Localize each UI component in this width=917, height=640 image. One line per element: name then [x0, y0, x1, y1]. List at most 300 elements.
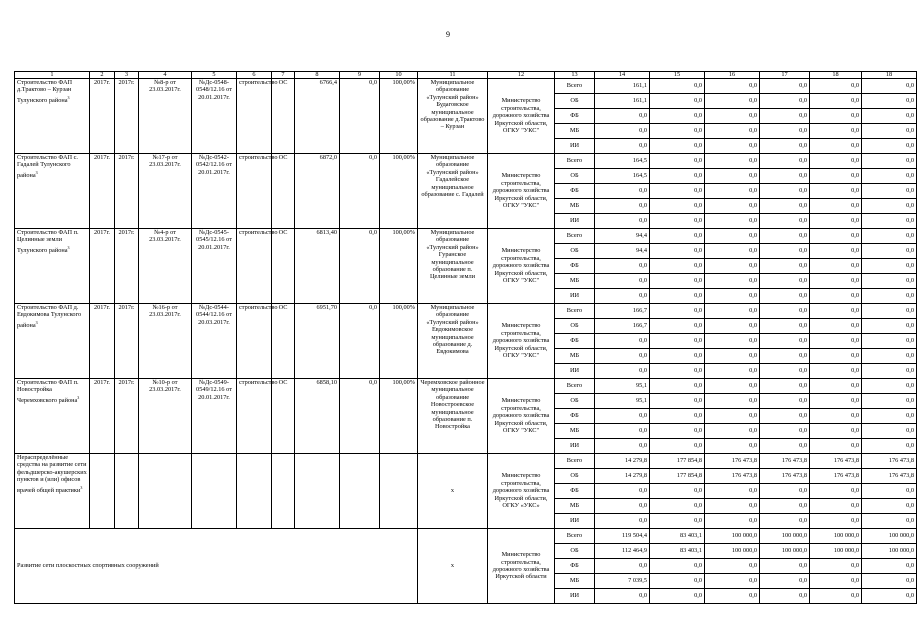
- funding-source: ОБ: [555, 94, 595, 109]
- amount-cell: 0,0: [650, 409, 705, 424]
- amount-cell: 0,0: [760, 574, 810, 589]
- empty-cell: [295, 454, 340, 529]
- amount-cell: 0,0: [862, 184, 917, 199]
- amount-cell: 0,0: [760, 124, 810, 139]
- funding-source: ОБ: [555, 169, 595, 184]
- amount-cell: 0,0: [862, 289, 917, 304]
- object-name-text: Строительство ФАП с. Гадалей Тулунского района: [17, 154, 78, 179]
- amount-cell: 0,0: [595, 214, 650, 229]
- amount-cell: 0,0: [650, 394, 705, 409]
- header-cell: 10: [380, 72, 418, 79]
- amount-cell: 119 504,4: [595, 529, 650, 544]
- funding-source: ФБ: [555, 109, 595, 124]
- amount-cell: 0,0: [650, 304, 705, 319]
- amount-cell: 0,0: [705, 379, 760, 394]
- empty-cell: [272, 454, 295, 529]
- amount-cell: 0,0: [595, 409, 650, 424]
- amount-cell: 100 000,0: [705, 544, 760, 559]
- cell-c9: 0,0: [340, 304, 380, 379]
- table-row: [15, 154, 917, 169]
- empty-cell: [90, 454, 115, 529]
- cell-c3: 2017г.: [115, 229, 139, 304]
- amount-cell: 0,0: [810, 109, 862, 124]
- funding-source: ИИ: [555, 139, 595, 154]
- amount-cell: 0,0: [862, 79, 917, 94]
- amount-cell: 0,0: [760, 499, 810, 514]
- amount-cell: 0,0: [760, 214, 810, 229]
- amount-cell: 0,0: [760, 319, 810, 334]
- cell-c10: 100,00%: [380, 304, 418, 379]
- amount-cell: 0,0: [650, 94, 705, 109]
- amount-cell: 0,0: [862, 304, 917, 319]
- amount-cell: 0,0: [705, 184, 760, 199]
- amount-cell: 0,0: [810, 559, 862, 574]
- amount-cell: 100 000,0: [862, 544, 917, 559]
- amount-cell: 94,4: [595, 244, 650, 259]
- empty-cell: [192, 454, 237, 529]
- amount-cell: 0,0: [595, 289, 650, 304]
- cell-c8: 6872,0: [295, 154, 340, 229]
- object-name: [15, 454, 90, 529]
- amount-cell: 176 473,8: [760, 469, 810, 484]
- amount-cell: 0,0: [862, 394, 917, 409]
- object-name-text: Строительство ФАП д. Евдокимова Тулунского района: [17, 304, 82, 329]
- header-cell: 3: [115, 72, 139, 79]
- funding-source: ИИ: [555, 589, 595, 604]
- amount-cell: 0,0: [650, 559, 705, 574]
- amount-cell: 0,0: [810, 334, 862, 349]
- amount-cell: 176 473,8: [862, 469, 917, 484]
- amount-cell: 0,0: [760, 364, 810, 379]
- amount-cell: 0,0: [705, 124, 760, 139]
- object-name-text: Нераспределённые средства на развитие сети фельдшерско-акушерских пунктов и (или) офисов врачей общей практики: [17, 454, 87, 494]
- amount-cell: 0,0: [760, 589, 810, 604]
- amount-cell: 0,0: [760, 514, 810, 529]
- amount-cell: 0,0: [650, 259, 705, 274]
- object-name-text: Строительство ФАП д.Трактово – Курзан Тулунского района: [17, 79, 73, 104]
- amount-cell: 0,0: [650, 79, 705, 94]
- amount-cell: 0,0: [705, 559, 760, 574]
- amount-cell: 0,0: [810, 169, 862, 184]
- amount-cell: 177 854,8: [650, 469, 705, 484]
- amount-cell: 0,0: [705, 199, 760, 214]
- cell-c4: №10-р от 23.03.2017г.: [139, 379, 192, 454]
- object-name-text: Строительство ФАП п. Новостройка Черемховского района: [17, 379, 79, 404]
- amount-cell: 176 473,8: [705, 469, 760, 484]
- funding-source: ИИ: [555, 214, 595, 229]
- cell-c4: №17-р от 23.03.2017г.: [139, 154, 192, 229]
- amount-cell: 0,0: [862, 259, 917, 274]
- amount-cell: 0,0: [595, 499, 650, 514]
- amount-cell: 0,0: [862, 229, 917, 244]
- funding-source: ОБ: [555, 544, 595, 559]
- amount-cell: 0,0: [862, 424, 917, 439]
- amount-cell: 0,0: [760, 439, 810, 454]
- cell-c5: №Дс-0542-0542/12.16 от 20.01.2017г.: [192, 154, 237, 229]
- amount-cell: 0,0: [595, 124, 650, 139]
- municipality: Муниципальное образование «Тулунский район» Евдокимовское муниципальное образование д. Евдокимова: [418, 304, 488, 379]
- amount-cell: 0,0: [810, 364, 862, 379]
- cell-c8: 6951,70: [295, 304, 340, 379]
- amount-cell: 0,0: [705, 499, 760, 514]
- amount-cell: 0,0: [862, 499, 917, 514]
- amount-cell: 176 473,8: [705, 454, 760, 469]
- amount-cell: 0,0: [810, 244, 862, 259]
- empty-cell: [380, 454, 418, 529]
- amount-cell: 0,0: [810, 79, 862, 94]
- amount-cell: 0,0: [810, 274, 862, 289]
- header-cell: 15: [650, 72, 705, 79]
- amount-cell: 0,0: [705, 109, 760, 124]
- amount-cell: 0,0: [650, 169, 705, 184]
- municipality: Черемховское районное муниципальное образование Новостроевское муниципальное образование п. Новостройка: [418, 379, 488, 454]
- object-name-text: Строительство ФАП п. Целинные земли Тулунского района: [17, 229, 79, 254]
- amount-cell: 0,0: [862, 109, 917, 124]
- amount-cell: 0,0: [760, 334, 810, 349]
- amount-cell: 0,0: [760, 259, 810, 274]
- table-row: [15, 529, 917, 544]
- executor: Министерство строительства, дорожного хозяйства Иркутской области, ОГКУ "УКС": [488, 229, 555, 304]
- amount-cell: 0,0: [650, 484, 705, 499]
- amount-cell: 164,5: [595, 169, 650, 184]
- cell-c5: №Дс-0548-0548/12.16 от 20.01.2017г.: [192, 79, 237, 154]
- municipality: х: [418, 454, 488, 529]
- amount-cell: 0,0: [650, 274, 705, 289]
- amount-cell: 0,0: [810, 214, 862, 229]
- cell-c8: 6813,40: [295, 229, 340, 304]
- amount-cell: 0,0: [862, 274, 917, 289]
- page-number: 9: [446, 30, 450, 39]
- amount-cell: 0,0: [760, 154, 810, 169]
- funding-source: ИИ: [555, 439, 595, 454]
- amount-cell: 95,1: [595, 379, 650, 394]
- funding-source: ФБ: [555, 559, 595, 574]
- amount-cell: 176 473,8: [810, 469, 862, 484]
- amount-cell: 0,0: [810, 409, 862, 424]
- budget-table: [14, 71, 917, 604]
- amount-cell: 161,1: [595, 94, 650, 109]
- header-cell: 13: [555, 72, 595, 79]
- amount-cell: 0,0: [862, 559, 917, 574]
- amount-cell: 0,0: [650, 424, 705, 439]
- funding-source: ИИ: [555, 289, 595, 304]
- amount-cell: 0,0: [650, 334, 705, 349]
- amount-cell: 0,0: [650, 109, 705, 124]
- amount-cell: 0,0: [705, 409, 760, 424]
- amount-cell: 0,0: [760, 199, 810, 214]
- cell-c2: 2017г.: [90, 229, 115, 304]
- empty-cell: [237, 454, 272, 529]
- header-cell: 16: [705, 72, 760, 79]
- amount-cell: 0,0: [810, 289, 862, 304]
- amount-cell: 0,0: [810, 199, 862, 214]
- amount-cell: 14 279,8: [595, 454, 650, 469]
- amount-cell: 0,0: [650, 139, 705, 154]
- table-row: [15, 229, 917, 244]
- amount-cell: 7 039,5: [595, 574, 650, 589]
- executor: Министерство строительства, дорожного хозяйства Иркутской области, ОГКУ «УКС»: [488, 454, 555, 529]
- cell-c2: 2017г.: [90, 79, 115, 154]
- amount-cell: 0,0: [595, 514, 650, 529]
- amount-cell: 0,0: [810, 319, 862, 334]
- amount-cell: 0,0: [760, 139, 810, 154]
- cell-c5: №Дс-0545-0545/12.16 от 20.01.2017г.: [192, 229, 237, 304]
- header-cell: 6: [237, 72, 272, 79]
- amount-cell: 0,0: [760, 379, 810, 394]
- amount-cell: 0,0: [650, 154, 705, 169]
- funding-source: МБ: [555, 424, 595, 439]
- amount-cell: 0,0: [810, 349, 862, 364]
- amount-cell: 0,0: [810, 424, 862, 439]
- amount-cell: 0,0: [650, 229, 705, 244]
- funding-source: ИИ: [555, 364, 595, 379]
- executor: Министерство строительства, дорожного хозяйства Иркутской области: [488, 529, 555, 604]
- funding-source: МБ: [555, 574, 595, 589]
- amount-cell: 0,0: [862, 409, 917, 424]
- funding-source: Всего: [555, 79, 595, 94]
- amount-cell: 161,1: [595, 79, 650, 94]
- amount-cell: 0,0: [810, 154, 862, 169]
- funding-source: ОБ: [555, 469, 595, 484]
- cell-c6: строительство: [237, 229, 272, 304]
- amount-cell: 0,0: [810, 379, 862, 394]
- cell-c6: строительство: [237, 79, 272, 154]
- amount-cell: 0,0: [810, 94, 862, 109]
- amount-cell: 0,0: [862, 319, 917, 334]
- amount-cell: 0,0: [760, 229, 810, 244]
- cell-c10: 100,00%: [380, 379, 418, 454]
- municipality: Муниципальное образование «Тулунский район» Будаговское муниципальное образование д.Трактово – Курзан: [418, 79, 488, 154]
- object-name: [15, 304, 90, 379]
- amount-cell: 100 000,0: [760, 529, 810, 544]
- header-cell: 18: [810, 72, 862, 79]
- cell-c6: строительство: [237, 154, 272, 229]
- cell-c5: №Дс-0549-0549/12.16 от 20.01.2017г.: [192, 379, 237, 454]
- amount-cell: 177 854,8: [650, 454, 705, 469]
- amount-cell: 0,0: [595, 109, 650, 124]
- object-name: [15, 379, 90, 454]
- municipality: Муниципальное образование «Тулунский район» Гуранское муниципальное образование п. Целинные земли: [418, 229, 488, 304]
- funding-source: МБ: [555, 349, 595, 364]
- amount-cell: 0,0: [595, 589, 650, 604]
- cell-c7: ОС: [272, 304, 295, 379]
- amount-cell: 0,0: [705, 154, 760, 169]
- amount-cell: 0,0: [760, 94, 810, 109]
- funding-source: ФБ: [555, 484, 595, 499]
- object-name: Развитие сети плоскостных спортивных сооружений: [15, 529, 418, 604]
- amount-cell: 0,0: [705, 139, 760, 154]
- amount-cell: 0,0: [650, 319, 705, 334]
- funding-source: ФБ: [555, 184, 595, 199]
- object-name: [15, 79, 90, 154]
- amount-cell: 0,0: [862, 199, 917, 214]
- cell-c7: ОС: [272, 229, 295, 304]
- amount-cell: 0,0: [760, 349, 810, 364]
- amount-cell: 0,0: [760, 484, 810, 499]
- funding-source: ФБ: [555, 409, 595, 424]
- amount-cell: 0,0: [705, 349, 760, 364]
- amount-cell: 94,4: [595, 229, 650, 244]
- amount-cell: 0,0: [705, 94, 760, 109]
- cell-c6: строительство: [237, 379, 272, 454]
- funding-source: ИИ: [555, 514, 595, 529]
- amount-cell: 0,0: [595, 199, 650, 214]
- amount-cell: 0,0: [650, 514, 705, 529]
- header-cell: 8: [295, 72, 340, 79]
- amount-cell: 0,0: [862, 214, 917, 229]
- cell-c9: 0,0: [340, 154, 380, 229]
- amount-cell: 0,0: [595, 274, 650, 289]
- footnote-mark: 3: [35, 169, 38, 175]
- amount-cell: 0,0: [862, 94, 917, 109]
- amount-cell: 0,0: [810, 499, 862, 514]
- header-cell: 5: [192, 72, 237, 79]
- amount-cell: 0,0: [650, 439, 705, 454]
- amount-cell: 100 000,0: [760, 544, 810, 559]
- funding-source: МБ: [555, 199, 595, 214]
- funding-source: Всего: [555, 229, 595, 244]
- header-cell: 9: [340, 72, 380, 79]
- municipality: Муниципальное образование «Тулунский район» Гадалейское муниципальное образование с. Гадалей: [418, 154, 488, 229]
- amount-cell: 166,7: [595, 304, 650, 319]
- cell-c7: ОС: [272, 79, 295, 154]
- amount-cell: 0,0: [760, 79, 810, 94]
- amount-cell: 0,0: [705, 364, 760, 379]
- cell-c8: 6858,10: [295, 379, 340, 454]
- amount-cell: 0,0: [650, 379, 705, 394]
- cell-c2: 2017г.: [90, 379, 115, 454]
- header-cell: 2: [90, 72, 115, 79]
- amount-cell: 0,0: [862, 124, 917, 139]
- table-row: [15, 79, 917, 94]
- amount-cell: 0,0: [810, 514, 862, 529]
- header-cell: 12: [488, 72, 555, 79]
- amount-cell: 14 279,8: [595, 469, 650, 484]
- amount-cell: 0,0: [595, 424, 650, 439]
- header-cell: 14: [595, 72, 650, 79]
- amount-cell: 0,0: [760, 169, 810, 184]
- amount-cell: 83 403,1: [650, 529, 705, 544]
- amount-cell: 0,0: [810, 589, 862, 604]
- amount-cell: 0,0: [705, 484, 760, 499]
- amount-cell: 0,0: [705, 79, 760, 94]
- amount-cell: 0,0: [650, 349, 705, 364]
- executor: Министерство строительства, дорожного хозяйства Иркутской области, ОГКУ "УКС": [488, 79, 555, 154]
- amount-cell: 112 464,9: [595, 544, 650, 559]
- cell-c7: ОС: [272, 154, 295, 229]
- object-name: [15, 229, 90, 304]
- amount-cell: 0,0: [810, 124, 862, 139]
- amount-cell: 0,0: [760, 109, 810, 124]
- amount-cell: 0,0: [650, 199, 705, 214]
- footnote-mark: 3: [35, 319, 38, 325]
- funding-source: Всего: [555, 154, 595, 169]
- empty-cell: [139, 454, 192, 529]
- amount-cell: 176 473,8: [760, 454, 810, 469]
- amount-cell: 100 000,0: [705, 529, 760, 544]
- amount-cell: 0,0: [810, 304, 862, 319]
- executor: Министерство строительства, дорожного хозяйства Иркутской области, ОГКУ "УКС": [488, 154, 555, 229]
- funding-source: МБ: [555, 274, 595, 289]
- amount-cell: 0,0: [595, 184, 650, 199]
- header-row: [15, 72, 917, 79]
- amount-cell: 0,0: [760, 184, 810, 199]
- cell-c3: 2017г.: [115, 304, 139, 379]
- amount-cell: 100 000,0: [862, 529, 917, 544]
- amount-cell: 0,0: [595, 484, 650, 499]
- funding-source: Всего: [555, 529, 595, 544]
- table-row: [15, 379, 917, 394]
- amount-cell: 0,0: [862, 439, 917, 454]
- funding-source: МБ: [555, 124, 595, 139]
- amount-cell: 0,0: [705, 244, 760, 259]
- amount-cell: 0,0: [862, 169, 917, 184]
- amount-cell: 0,0: [705, 289, 760, 304]
- funding-source: Всего: [555, 454, 595, 469]
- cell-c2: 2017г.: [90, 304, 115, 379]
- cell-c5: №Дс-0544-0544/12.16 от 20.03.2017г.: [192, 304, 237, 379]
- amount-cell: 0,0: [862, 514, 917, 529]
- amount-cell: 0,0: [705, 394, 760, 409]
- amount-cell: 0,0: [760, 409, 810, 424]
- amount-cell: 0,0: [650, 364, 705, 379]
- amount-cell: 0,0: [705, 514, 760, 529]
- amount-cell: 0,0: [810, 574, 862, 589]
- header-cell: 11: [418, 72, 488, 79]
- cell-c4: №8-р от 23.03.2017г.: [139, 79, 192, 154]
- amount-cell: 0,0: [705, 229, 760, 244]
- amount-cell: 0,0: [862, 139, 917, 154]
- amount-cell: 0,0: [595, 364, 650, 379]
- cell-c10: 100,00%: [380, 154, 418, 229]
- cell-c9: 0,0: [340, 229, 380, 304]
- amount-cell: 176 473,8: [862, 454, 917, 469]
- amount-cell: 0,0: [810, 394, 862, 409]
- amount-cell: 0,0: [595, 139, 650, 154]
- amount-cell: 100 000,0: [810, 529, 862, 544]
- amount-cell: 0,0: [862, 379, 917, 394]
- amount-cell: 0,0: [650, 124, 705, 139]
- funding-source: Всего: [555, 304, 595, 319]
- amount-cell: 0,0: [705, 169, 760, 184]
- amount-cell: 0,0: [650, 244, 705, 259]
- cell-c10: 100,00%: [380, 79, 418, 154]
- amount-cell: 0,0: [862, 574, 917, 589]
- footnote-mark: 3: [67, 94, 70, 100]
- amount-cell: 0,0: [862, 244, 917, 259]
- amount-cell: 0,0: [595, 259, 650, 274]
- funding-source: ОБ: [555, 394, 595, 409]
- amount-cell: 0,0: [810, 439, 862, 454]
- amount-cell: 0,0: [810, 139, 862, 154]
- amount-cell: 0,0: [705, 439, 760, 454]
- amount-cell: 0,0: [595, 349, 650, 364]
- executor: Министерство строительства, дорожного хозяйства Иркутской области, ОГКУ "УКС": [488, 379, 555, 454]
- amount-cell: 0,0: [705, 304, 760, 319]
- amount-cell: 0,0: [595, 334, 650, 349]
- cell-c3: 2017г.: [115, 154, 139, 229]
- cell-c8: 6766,4: [295, 79, 340, 154]
- amount-cell: 0,0: [760, 304, 810, 319]
- object-name: [15, 154, 90, 229]
- table-row: [15, 454, 917, 469]
- amount-cell: 0,0: [862, 334, 917, 349]
- cell-c2: 2017г.: [90, 154, 115, 229]
- amount-cell: 0,0: [810, 184, 862, 199]
- header-cell: 17: [760, 72, 810, 79]
- cell-c3: 2017г.: [115, 79, 139, 154]
- amount-cell: 0,0: [705, 424, 760, 439]
